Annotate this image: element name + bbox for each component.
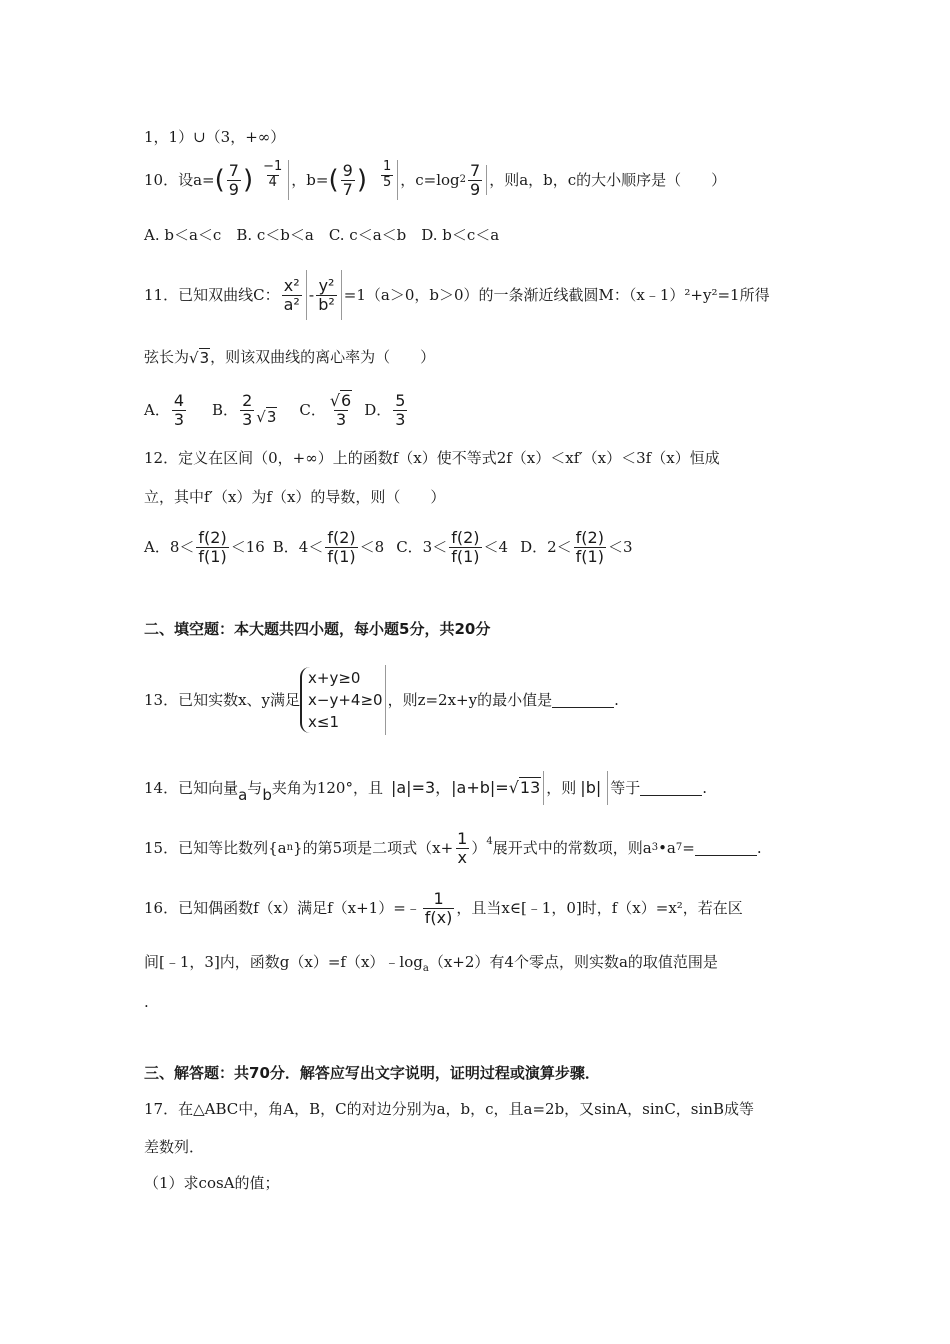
paren-open: ( [328,165,339,195]
q14-mid3: ，则 [546,778,577,797]
question-13: 13．已知实数x、y满足 x+y≥0 x−y+4≥0 x≤1 ，则z=2x+y的最小值是 . [144,662,619,738]
q15-suffix: 展开式中的常数项，则a [492,838,652,857]
q16-prefix: 16．已知偶函数f（x）满足f（x+1）=﹣ [144,898,421,917]
q17-line1: 17．在△ABC中，角A，B，C的对边分别为a，b，c，且a=2b，又sinA，sinC，sinB成等 [144,1100,754,1118]
scan-artifact-bar [385,665,386,735]
q15-frac: $\frac{1}{x}$ [457,828,468,867]
q11-c-frac: $\frac{√6}{3}$ [329,390,352,429]
line-top: 1，1）∪（3，+∞） [144,128,286,146]
q10-mid-b: ，b= [291,170,329,189]
question-16 [144,884,743,932]
neg-sign: −1 [263,159,283,175]
constraint-3: x≤1 [308,713,340,731]
question-10 [144,160,726,200]
q11-line2 [144,350,435,366]
scan-artifact-bar [288,160,289,200]
q12-a-post: ＜16 [230,537,265,556]
q12-a-pre: A．8＜ [144,537,195,556]
q16-line3: . [144,993,149,1011]
answer-blank [695,841,757,856]
q10-b-base: $\frac{9}{7}$ [342,160,353,199]
scan-artifact-bar [543,771,544,805]
q17-line3: （1）求cosA的值； [144,1174,280,1192]
q12-options [144,524,633,570]
scan-artifact-bar [341,270,342,320]
q12-d-post: ＜3 [607,537,633,556]
q11-line2-suffix: ，则该双曲线的离心率为（ ） [210,348,436,366]
abs-b: |b| [580,778,602,797]
q15-prefix: 15．已知等比数列{a [144,838,287,857]
q16-suffix: ，且当x∈[﹣1，0]时，f（x）=x²，若在区 [456,898,743,917]
q11-d-frac: $\frac{5}{3}$ [395,390,406,429]
question-14: 14．已知向量 a 与 b 夹角为120°，且 |a|=3，|a+b|=√13 ，则 |b| 等于 . [144,770,707,806]
section-2-heading: 二、填空题：本大题共四小题，每小题5分，共20分 [144,620,491,638]
q10-a-base: $\frac{7}{9}$ [228,160,239,199]
q11-opt-c: C． [299,400,326,419]
q12-b-frac: $\frac{f(2)}{f(1)}$ [327,527,356,566]
question-11 [144,270,770,320]
minus-sign: - [308,285,315,304]
scan-artifact-bar [306,270,307,320]
q14-mid2: 夹角为120°，且 [271,778,383,797]
q14-suffix: 等于 [610,778,641,797]
q10-mid-c: ，c=log [400,170,460,189]
vector-a: a [238,785,248,804]
q15-mid: }的第5项是二项式（x+ [293,838,454,857]
scan-artifact-bar [397,160,398,200]
q12-d-frac: $\frac{f(2)}{f(1)}$ [575,527,604,566]
q11-b-frac: $\frac{2}{3}$ [242,390,253,429]
q14-mid1: 与 [247,778,263,797]
q12-b-pre: B．4＜ [272,537,324,556]
q11-term1: $\frac{\text{x²}}{\text{a²}}$ [283,275,300,314]
q12-line1: 12．定义在区间（0，+∞）上的函数f（x）使不等式2f（x）＜xf′（x）＜3f（x）恒成 [144,449,720,467]
paren-close: ) [242,165,254,195]
q13-suffix: ，则z=2x+y的最小值是 [387,690,553,709]
sqrt-sign: √3 [256,407,277,426]
sqrt-sign: √3 [189,348,210,367]
q16-frac: $\frac{1}{f(x)}$ [424,888,453,927]
q14-condition: |a|=3，|a+b|=√13 [390,778,541,797]
q15-exponent: 4 [486,836,493,847]
paren-open: ( [214,165,225,195]
q11-term2: $\frac{\text{y²}}{\text{b²}}$ [318,275,335,314]
constraint-1: x+y≥0 [308,669,361,687]
scan-artifact-bar [486,165,487,195]
q10-a-exp: $\frac{-1}{4}$ [263,159,283,190]
q11-a-frac: $\frac{4}{3}$ [173,390,185,429]
answer-blank [552,693,614,708]
q13-prefix: 13．已知实数x、y满足 [144,690,301,709]
q11-opt-b: B． [212,400,239,419]
q11-line2-prefix: 弦长为 [144,348,190,366]
question-15: 15．已知等比数列{a n }的第5项是二项式（x+ $\frac{1}{x}$ ） $^4$ 展开式中的常数项，则a 3 •a 7 = . [144,828,762,867]
constraint-2: x−y+4≥0 [308,691,383,709]
q10-c-frac: $\frac{7}{9}$ [470,160,481,199]
q16-line2: 间[﹣1，3]内，函数$g(x)=f(x)﹣\log_a(x+2)$有4个零点，则实数a的取值范围是 [144,953,718,974]
section-3-heading: 三、解答题：共70分．解答应写出文字说明，证明过程或演算步骤． [144,1064,600,1082]
vector-b: b [262,785,272,804]
q12-b-post: ＜8 [359,537,385,556]
q11-opt-a: A． [144,400,170,419]
q10-suffix: ，则a，b，c的大小顺序是（ ） [489,170,727,189]
q10-b-exp: $\frac{1}{5}$ [382,159,392,190]
log-base: 2 [459,174,467,185]
q12-c-post: ＜4 [483,537,509,556]
q10-options: A. b＜a＜c B. c＜b＜a C. c＜a＜b D. b＜c＜a [144,226,500,244]
q17-line2: 差数列． [144,1138,205,1156]
q11-options [144,388,409,432]
paren-close: ) [356,165,367,195]
q11-prefix: 11．已知双曲线C： [144,285,280,304]
q10-prefix: 10．设a= [144,170,215,189]
q12-c-frac: $\frac{f(2)}{f(1)}$ [451,527,480,566]
q12-a-frac: $\frac{f(2)}{f(1)}$ [198,527,227,566]
q12-d-pre: D．2＜ [520,537,572,556]
scan-artifact-bar [607,771,608,805]
answer-blank [640,781,702,796]
q12-c-pre: C．3＜ [396,537,448,556]
q11-opt-d: D． [364,400,392,419]
q11-suffix: =1（a＞0，b＞0）的一条渐近线截圆M：（x﹣1）²+y²=1所得 [343,285,770,304]
q12-line2: 立，其中f′（x）为f（x）的导数，则（ ） [144,488,446,506]
q14-prefix: 14．已知向量 [144,778,239,797]
constraint-system [300,667,383,733]
